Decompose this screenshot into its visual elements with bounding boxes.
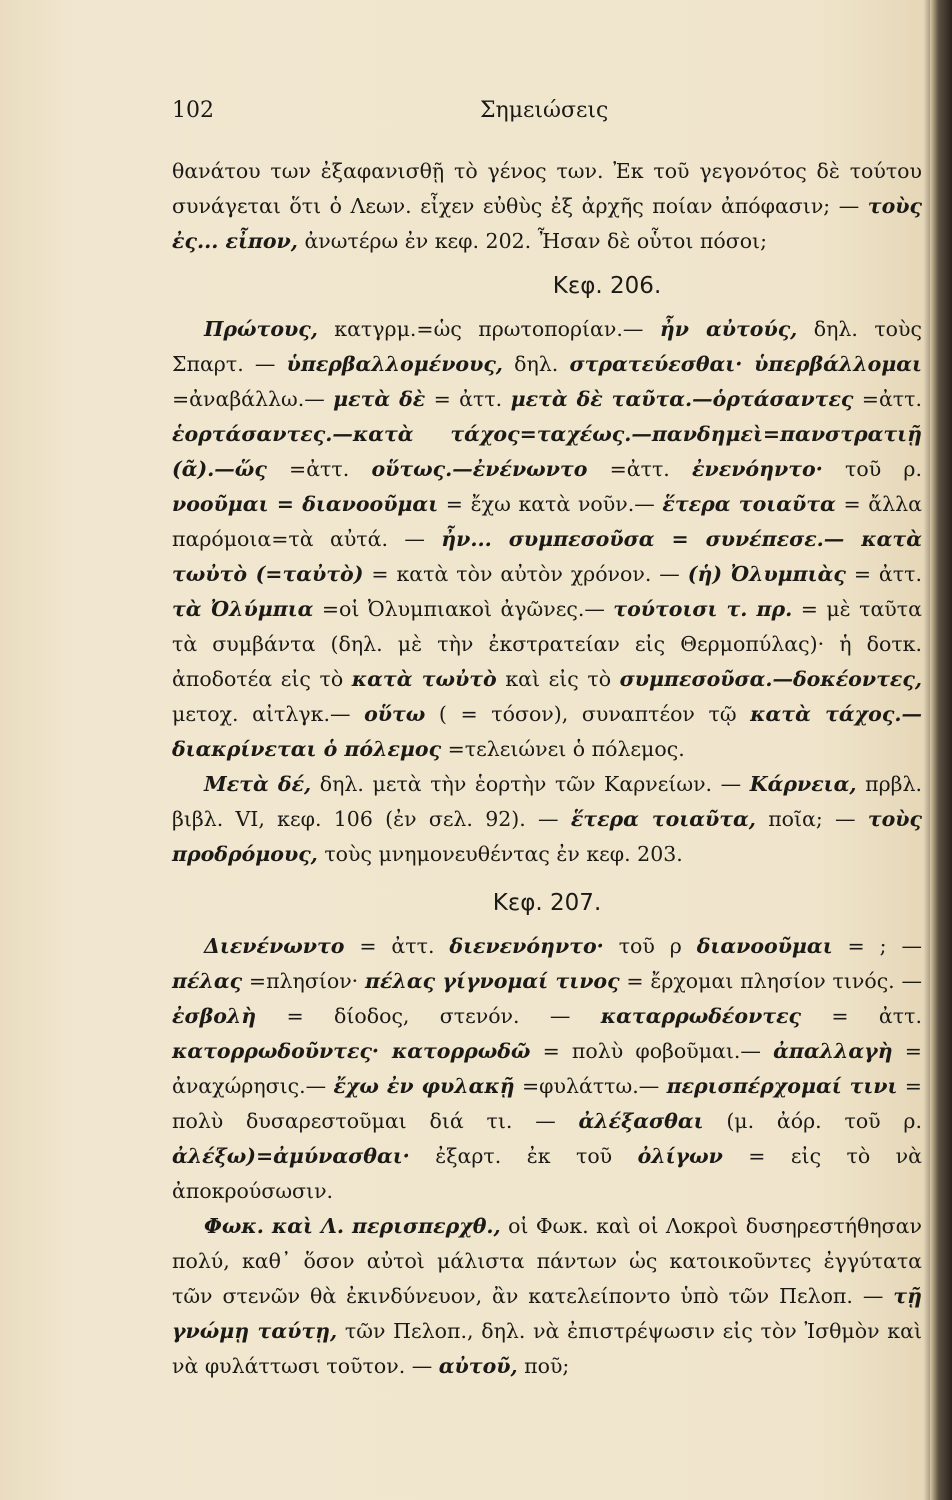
commentary-text: θανάτου των ἐξαφανισθῇ τὸ γένος των. Ἐκ τοῦ γεγονότος δὲ τούτου συνάγεται ὅτι ὁ Λεων. εἶχεν εὐθὺς ἐξ ἀρχῆς ποίαν ἀπόφασιν; —: [172, 159, 922, 218]
commentary-text: = ; —: [847, 934, 922, 958]
chapter-heading: Κεφ. 206.: [552, 273, 662, 299]
lemma-term: τῇ γνώμῃ ταύτῃ,: [172, 1284, 922, 1343]
lemma-term: κατὰ τάχος.—διακρίνεται ὁ πόλεμος: [172, 702, 922, 761]
lemma-term: τὰ Ὀλύμπια: [172, 597, 314, 621]
running-title: Σημειώσεις: [480, 98, 609, 123]
lemma-term: ἦν... συμπεσοῦσα = συνέπεσε.— κατὰ τωὐτὸ (=ταὐτὸ): [172, 527, 922, 586]
body-text: [172, 154, 922, 1384]
lemma-term: κατὰ τωὐτὸ: [351, 667, 497, 691]
lemma-term: περισπέρχομαί τινι: [666, 1074, 898, 1098]
commentary-text: = ἔρχομαι πλησίον τινός. —: [626, 969, 922, 993]
lemma-term: Κάρνεια,: [749, 772, 857, 796]
lemma-term: Πρώτους,: [204, 317, 318, 341]
lemma-term: διενενόηντο·: [449, 934, 604, 958]
lemma-term: διανοοῦμαι: [696, 934, 833, 958]
lemma-term: μετὰ δὲ ταῦτα.—ὁρτάσαντες: [510, 387, 854, 411]
lemma-term: καταρρωδέοντες: [600, 1004, 802, 1028]
lemma-term: ἕτερα τοιαῦτα,: [570, 807, 756, 831]
lemma-term: ἐσβολὴ: [172, 1004, 257, 1028]
commentary-text: ( = τόσον), συναπτέον τῷ: [438, 702, 737, 726]
lemma-term: ἀλέξασθαι: [578, 1109, 704, 1133]
commentary-text: =ἀττ.: [289, 457, 350, 481]
lemma-term: ὀλίγων: [637, 1144, 723, 1168]
commentary-text: κατγρμ.=ὡς πρωτοπορίαν.—: [334, 317, 644, 341]
commentary-text: = ἀττ.: [433, 387, 503, 411]
paragraph: [172, 154, 922, 259]
commentary-text: = ἀναχώρησις.—: [172, 1039, 922, 1098]
lemma-term: Φωκ. καὶ Λ. περισπερχθ.,: [204, 1214, 501, 1238]
commentary-text: =φυλάττω.—: [522, 1074, 660, 1098]
lemma-term: ἑορτάσαντες.—κατὰ τάχος=ταχέως.—πανδημεὶ=πανστρατιῇ (ᾶ).—ὥς: [172, 422, 922, 481]
lemma-term: οὕτως.—ἐνένωντο: [371, 457, 588, 481]
paragraph: [172, 312, 922, 767]
lemma-term: ὑπερβαλλομένους,: [286, 352, 503, 376]
lemma-term: κατορρωδοῦντες· κατορρωδῶ: [172, 1039, 531, 1063]
commentary-text: = κατὰ τὸν αὐτὸν χρόνον. —: [371, 562, 680, 586]
lemma-term: στρατεύεσθαι· ὑπερβάλλομαι: [569, 352, 922, 376]
lemma-term: τοὺς προδρόμους,: [172, 807, 922, 866]
commentary-text: = ἀττ.: [853, 562, 922, 586]
commentary-text: =οἱ Ὀλυμπιακοὶ ἀγῶνες.—: [321, 597, 605, 621]
lemma-term: μετὰ δὲ: [333, 387, 426, 411]
lemma-term: νοοῦμαι = διανοοῦμαι: [172, 492, 439, 516]
paragraph: [172, 767, 922, 872]
commentary-text: τοῦ ρ: [618, 934, 682, 958]
lemma-term: ἐνενόηντο·: [692, 457, 823, 481]
commentary-text: τοῦ ρ.: [845, 457, 922, 481]
commentary-text: πρβλ. βιβλ. VI, κεφ. 106 (ἐν σελ. 92). —: [172, 772, 922, 831]
commentary-text: (μ. ἀόρ. τοῦ ρ.: [726, 1109, 922, 1133]
lemma-term: συμπεσοῦσα.—δοκέοντες,: [619, 667, 922, 691]
chapter-heading: Κεφ. 207.: [492, 890, 602, 916]
paragraph: [172, 1209, 922, 1384]
commentary-text: =ἀττ.: [609, 457, 670, 481]
lemma-term: Μετὰ δέ,: [204, 772, 312, 796]
commentary-text: = πολὺ δυσαρεστοῦμαι διά τι. —: [172, 1074, 922, 1133]
commentary-text: =πλησίον·: [248, 969, 359, 993]
commentary-text: καὶ εἰς τὸ: [505, 667, 612, 691]
commentary-text: τῶν Πελοπ., δηλ. νὰ ἐπιστρέψωσιν εἰς τὸν Ἰσθμὸν καὶ νὰ φυλάττωσι τοῦτον. —: [172, 1319, 922, 1378]
commentary-text: = δίοδος, στενόν. —: [286, 1004, 571, 1028]
commentary-text: = ἀττ.: [359, 934, 435, 958]
page-number: 102: [172, 98, 214, 123]
lemma-term: τούτοισι τ. πρ.: [613, 597, 793, 621]
lemma-term: (ἡ) Ὀλυμπιὰς: [687, 562, 846, 586]
commentary-text: ποῖα; —: [768, 807, 856, 831]
lemma-term: ἀπαλλαγὴ: [773, 1039, 893, 1063]
commentary-text: οἱ Φωκ. καὶ οἱ Λοκροὶ δυσηρεστήθησαν πολύ, καθ᾽ ὅσον αὐτοὶ μάλιστα πάντων ὡς κατοικοῦντες ἐγγύτατα τῶν στενῶν θὰ ἐκινδύνευον, ἂν κατελείποντο ὑπὸ τῶν Πελοπ. —: [172, 1214, 922, 1308]
paragraph: [172, 929, 922, 1209]
commentary-text: = ἄλλα παρόμοια=τὰ αὐτά. —: [172, 492, 922, 551]
page-header: [172, 98, 932, 138]
commentary-text: δηλ. μετὰ τὴν ἑορτὴν τῶν Καρνείων. —: [319, 772, 742, 796]
lemma-term: αὐτοῦ,: [438, 1354, 518, 1378]
lemma-term: ἦν αὐτούς,: [659, 317, 798, 341]
commentary-text: τοὺς μνημονευθέντας ἐν κεφ. 203.: [324, 842, 683, 866]
commentary-text: ποῦ;: [524, 1354, 570, 1378]
commentary-text: =ἀναβάλλω.—: [172, 387, 325, 411]
commentary-text: = ἀττ.: [831, 1004, 922, 1028]
commentary-text: =ἀττ.: [861, 387, 922, 411]
commentary-text: = ἔχω κατὰ νοῦν.—: [445, 492, 655, 516]
commentary-text: δηλ. τοὺς Σπαρτ. —: [172, 317, 922, 376]
page-edge-shadow: [930, 0, 952, 1500]
commentary-text: = μὲ ταῦτα τὰ συμβάντα (δηλ. μὲ τὴν ἐκστρατείαν εἰς Θερμοπύλας)· ἡ δοτκ. ἀποδοτέα εἰς τὸ: [172, 597, 922, 691]
commentary-text: = πολὺ φοβοῦμαι.—: [542, 1039, 761, 1063]
commentary-text: μετοχ. αἰτλγκ.—: [172, 702, 351, 726]
lemma-term: οὕτω: [364, 702, 426, 726]
commentary-text: ἐξαρτ. ἐκ τοῦ: [435, 1144, 613, 1168]
commentary-text: ἀνωτέρω ἐν κεφ. 202. Ἦσαν δὲ οὗτοι πόσοι;: [304, 229, 767, 253]
lemma-term: ἔχω ἐν φυλακῇ: [333, 1074, 515, 1098]
lemma-term: τοὺς ἐς... εἶπον,: [172, 194, 922, 253]
lemma-term: ἕτερα τοιαῦτα: [662, 492, 836, 516]
commentary-text: = εἰς τὸ νὰ ἀποκρούσωσιν.: [172, 1144, 922, 1203]
commentary-text: δηλ.: [514, 352, 559, 376]
lemma-term: πέλας γίγνομαί τινος: [364, 969, 620, 993]
lemma-term: πέλας: [172, 969, 243, 993]
lemma-term: ἀλέξω)=ἀμύνασθαι·: [172, 1144, 410, 1168]
lemma-term: Διενένωντο: [204, 934, 345, 958]
commentary-text: =τελειώνει ὁ πόλεμος.: [447, 737, 685, 761]
